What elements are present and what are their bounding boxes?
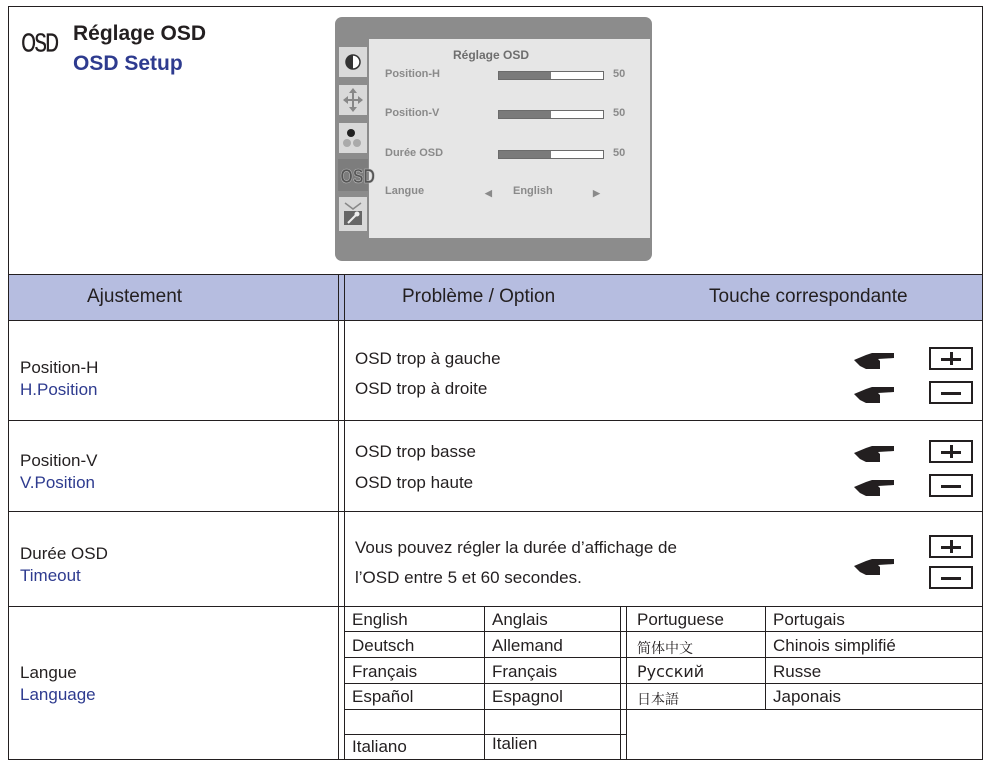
tools-icon <box>339 197 367 231</box>
row-text: Vous pouvez régler la durée d’affichage de <box>355 538 677 557</box>
position-move-icon <box>339 85 367 115</box>
lang-cell: Russe <box>773 662 822 681</box>
title-en: OSD Setup <box>73 52 183 75</box>
osd-menu-illustration <box>335 17 652 261</box>
osd-menu-title: Réglage OSD <box>453 48 530 62</box>
lang-cell: Italiano <box>352 737 407 756</box>
rule <box>345 734 627 735</box>
pointing-hand-icon <box>852 555 896 577</box>
rule <box>8 320 983 321</box>
pointing-hand-icon <box>852 442 896 464</box>
lang-cell: 日本語 <box>637 692 679 708</box>
row-label-en: Language <box>20 685 96 704</box>
rule <box>8 606 983 607</box>
lang-cell: Français <box>492 662 558 681</box>
color-dots-icon <box>339 123 367 153</box>
row-text: OSD trop haute <box>355 473 474 492</box>
lang-cell: Portuguese <box>637 610 724 629</box>
minus-key-icon <box>929 381 973 404</box>
rule <box>620 607 621 760</box>
osd-row-value: 50 <box>613 107 626 119</box>
lang-cell: Japonais <box>773 687 842 706</box>
row-text: OSD trop à gauche <box>355 349 501 368</box>
osd-side-icons <box>338 47 376 237</box>
rule <box>338 275 339 760</box>
plus-key-icon <box>929 535 973 558</box>
lang-cell: Deutsch <box>352 636 415 655</box>
lang-cell: Italien <box>492 734 538 753</box>
rule <box>345 683 983 684</box>
osd-row-label: Durée OSD <box>385 147 444 159</box>
osd-slider <box>498 150 604 159</box>
osd-section-icon <box>21 26 58 59</box>
row-text: OSD trop à droite <box>355 379 488 398</box>
pointing-hand-icon <box>852 349 896 371</box>
row-label-en: H.Position <box>20 380 98 399</box>
rule <box>345 631 983 632</box>
rule <box>484 607 485 760</box>
osd-langue-label: Langue <box>385 185 425 197</box>
row-label-en: Timeout <box>20 566 81 585</box>
row-label-en: V.Position <box>20 473 95 492</box>
rule <box>8 511 983 512</box>
rule <box>344 275 345 760</box>
osd-row-value: 50 <box>613 68 626 80</box>
rule <box>8 420 983 421</box>
pointing-hand-icon <box>852 476 896 498</box>
osd-row-value: 50 <box>613 147 626 159</box>
lang-cell: Chinois simplifié <box>773 636 896 655</box>
plus-key-icon <box>929 440 973 463</box>
row-label-fr: Langue <box>20 663 77 682</box>
osd-row-label: Position-V <box>385 107 440 119</box>
lang-cell: English <box>352 610 408 629</box>
minus-key-icon <box>929 474 973 497</box>
header-ajustement: Ajustement <box>87 286 183 307</box>
osd-setup-icon-text: OSD <box>340 165 376 188</box>
row-label-fr: Position-H <box>20 358 99 377</box>
row-label-fr: Position-V <box>20 451 98 470</box>
osd-icon-text: OSD <box>21 27 58 59</box>
osd-slider <box>498 110 604 119</box>
lang-cell: Anglais <box>492 610 548 629</box>
lang-cell: Français <box>352 662 418 681</box>
row-text: OSD trop basse <box>355 442 476 461</box>
lang-cell: Русский <box>637 662 705 681</box>
title-fr: Réglage OSD <box>73 22 207 45</box>
osd-setup-icon <box>338 159 376 191</box>
pointing-hand-icon <box>852 383 896 405</box>
osd-right-arrow-icon: ▶ <box>593 188 600 198</box>
osd-slider <box>498 71 604 80</box>
rule <box>626 607 627 760</box>
lang-cell: Español <box>352 687 414 706</box>
osd-row-label: Position-H <box>385 68 440 80</box>
lang-cell: Allemand <box>492 636 563 655</box>
rule <box>765 607 766 710</box>
osd-langue-value: English <box>513 185 553 197</box>
lang-cell: Portugais <box>773 610 845 629</box>
header-touche-correspondante: Touche correspondante <box>709 286 908 307</box>
osd-left-arrow-icon: ◀ <box>485 188 492 198</box>
contrast-icon <box>339 47 367 77</box>
rule <box>345 709 983 710</box>
lang-cell: 简体中文 <box>637 641 693 657</box>
minus-key-icon <box>929 566 973 589</box>
row-text: l’OSD entre 5 et 60 secondes. <box>355 568 582 587</box>
row-label-fr: Durée OSD <box>20 544 108 563</box>
plus-key-icon <box>929 347 973 370</box>
header-probleme-option: Problème / Option <box>402 286 556 307</box>
lang-cell: Espagnol <box>492 687 563 706</box>
